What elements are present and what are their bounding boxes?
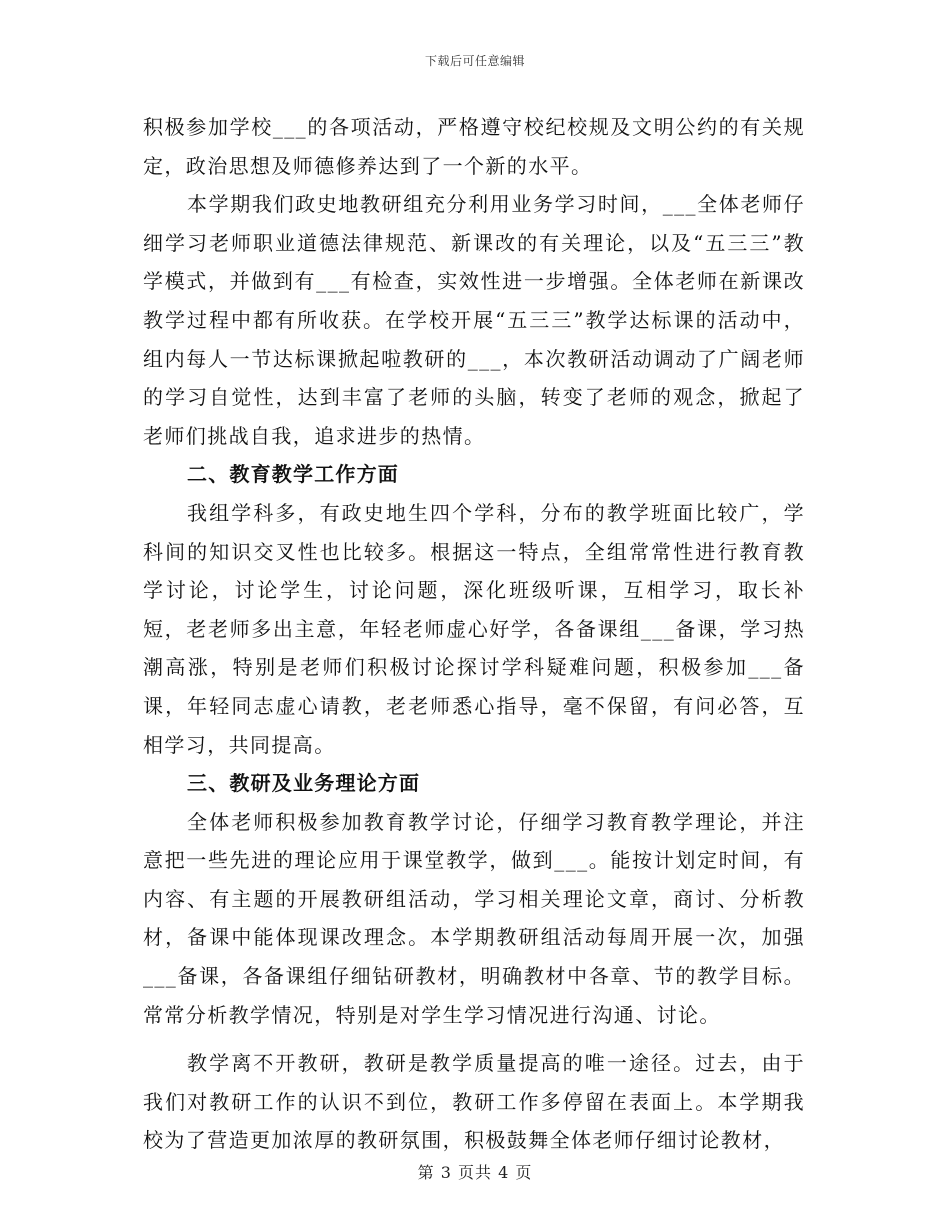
paragraph-gap [143,1034,805,1044]
paragraph-3: 我组学科多，有政史地生四个学科，分布的教学班面比较广，学科间的知识交叉性也比较多。根据这一特点，全组常常性进行教育教学讨论，讨论学生，讨论问题，深化班级听课，互相学习，取长补短，老老师多出主意，年轻老师虚心好学，各备课组___备课，学习热潮高涨，特别是老师们积极讨论探讨学科疑难问题，积极参加___备课，年轻同志虚心请教，老老师悉心指导，毫不保留，有问必答，互相学习，共同提高。 [143,500,805,757]
paragraph-2: 本学期我们政史地教研组充分利用业务学习时间，___全体老师仔细学习老师职业道德法律规范、新课改的有关理论，以及“五三三”教学模式，并做到有___有检查，实效性进一步增强。全体老师在新课改教学过程中都有所收获。在学校开展“五三三”教学达标课的活动中，组内每人一节达标课掀起啦教研的___，本次教研活动调动了广阔老师的学习自觉性，达到丰富了老师的头脑，转变了老师的观念，掀起了老师们挑战自我，追求进步的热情。 [143,192,805,448]
section-heading-3: 三、教研及业务理论方面 [187,771,421,796]
page-header-note: 下载后可任意编辑 [424,54,525,68]
paragraph-4: 全体老师积极参加教育教学讨论，仔细学习教育教学理论，并注意把一些先进的理论应用于课堂教学，做到___。能按计划定时间，有内容、有主题的开展教研组活动，学习相关理论文章，商讨、分析教材，备课中能体现课改理念。本学期教研组活动每周开展一次，加强___备课，各备课组仔细钻研教材，明确教材中各章、节的教学目标。常常分析教学情况，特别是对学生学习情况进行沟通、讨论。 [143,809,805,1027]
paragraph-1: 积极参加学校___的各项活动，严格遵守校纪校规及文明公约的有关规定，政治思想及师德修养达到了一个新的水平。 [143,115,805,178]
section-heading-2: 二、教育教学工作方面 [187,462,399,487]
document-body [143,108,805,1160]
paragraph-5: 教学离不开教研，教研是教学质量提高的唯一途径。过去，由于我们对教研工作的认识不到位，教研工作多停留在表面上。本学期我校为了营造更加浓厚的教研氛围，积极鼓舞全体老师仔细讨论教材， [143,1051,805,1153]
page-number: 第 3 页共 4 页 [417,1163,533,1182]
